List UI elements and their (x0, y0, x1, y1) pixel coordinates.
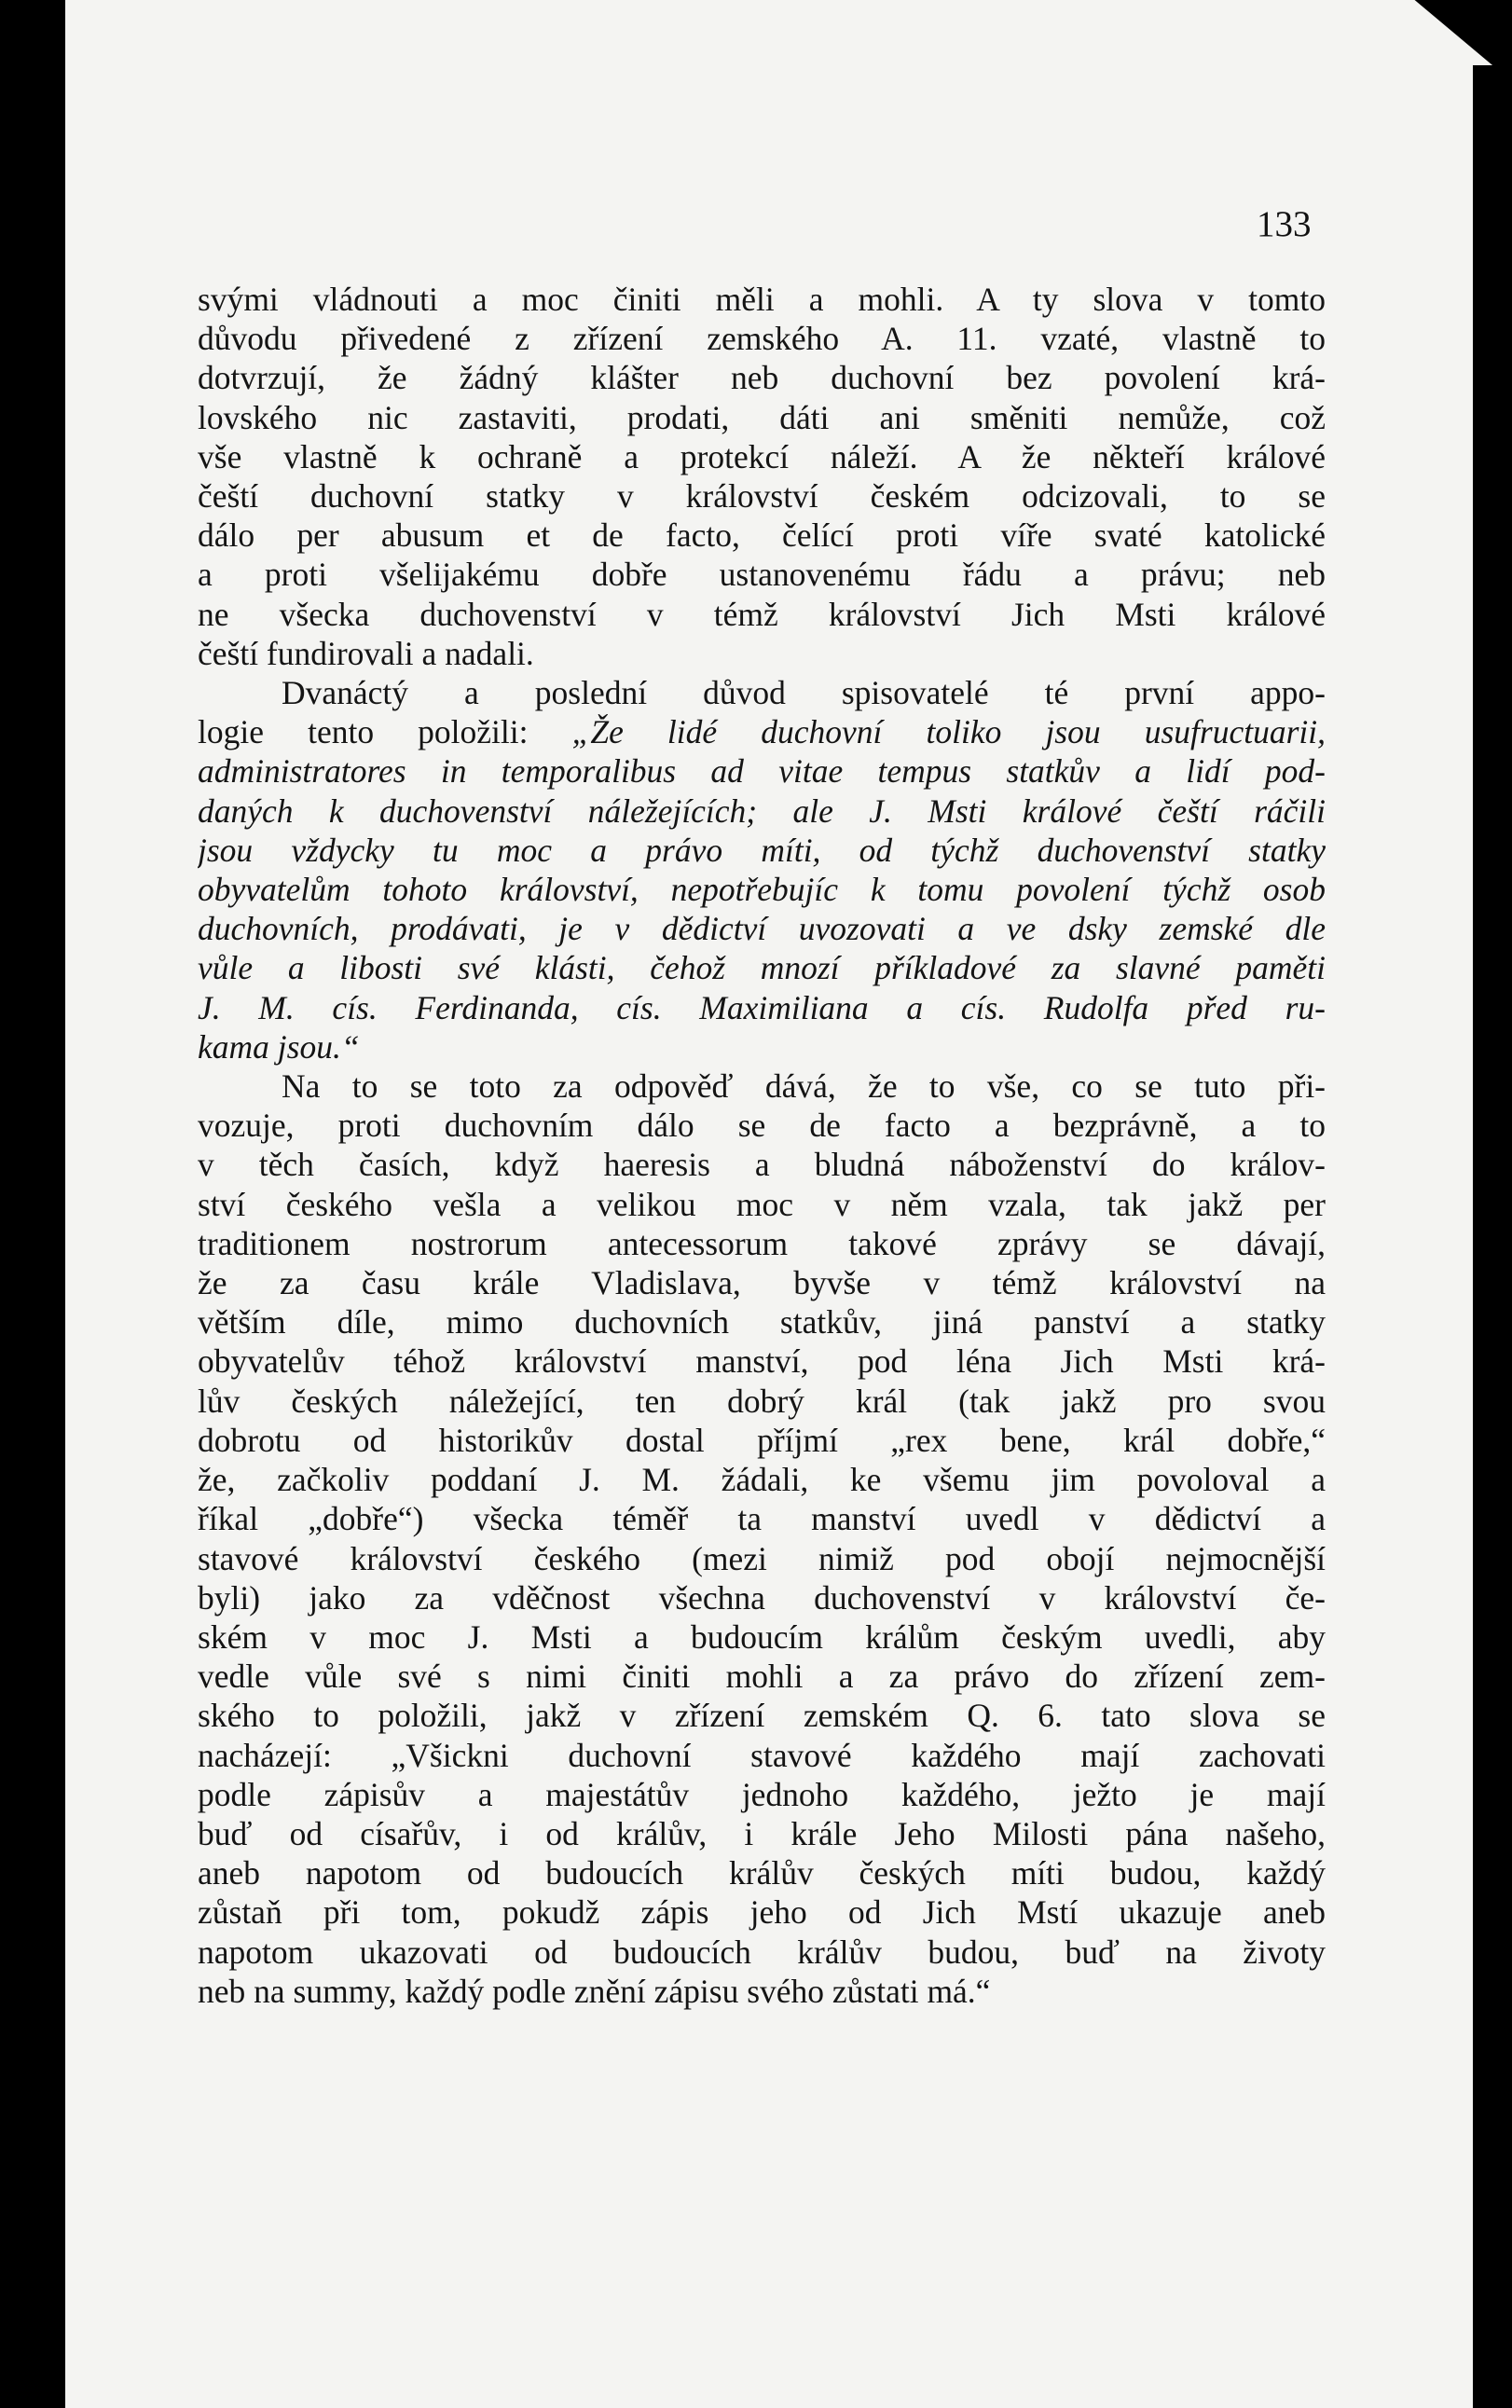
text-line-content: duchovních, prodávati, je v dědictví uvozovati a ve dsky zemské dle (198, 910, 1326, 948)
text-line (198, 358, 1326, 397)
text-line-content: obyvatelův téhož království manství, pod léna Jich Msti krá- (198, 1342, 1326, 1381)
text-line (198, 1972, 1326, 2011)
text-line (198, 1263, 1326, 1302)
text-line-content: J. M. cís. Ferdinanda, cís. Maximiliana a cís. Rudolfa před ru- (198, 988, 1326, 1026)
text-line (198, 831, 1326, 870)
text-line-content: čeští fundirovali a nadali. (198, 634, 534, 672)
text-line-content: důvodu přivedené z zřízení zemského A. 11. vzaté, vlastně to (198, 320, 1326, 358)
text-line (198, 476, 1326, 516)
text-line (198, 1342, 1326, 1381)
text-line-content: ne všecka duchovenství v témž království Jich Msti králové (198, 595, 1326, 633)
text-line-content: administratores in temporalibus ad vitae tempus statkův a lidí pod- (198, 752, 1326, 791)
text-line-content: v těch časích, když haeresis a bludná náboženství do králov- (198, 1146, 1326, 1184)
text-line (198, 909, 1326, 948)
text-line-content: aneb napotom od budoucích králův českých míti budou, každý (198, 1854, 1326, 1892)
text-line-content: a proti všelijakému dobře ustanovenému řádu a právu; neb (198, 556, 1326, 594)
text-line (198, 1617, 1326, 1657)
text-line (198, 948, 1326, 987)
text-line-content: obyvatelům tohoto království, nepotřebujíc k tomu povolení týchž osob (198, 871, 1326, 909)
text-line-content: vše vlastně k ochraně a protekcí náleží. A že někteří králové (198, 437, 1326, 475)
text-line (198, 1578, 1326, 1617)
text-line-content: svými vládnouti a moc činiti měli a mohli. A ty slova v tomto (198, 281, 1326, 318)
text-line-content: že za času krále Vladislava, byvše v témž království na (198, 1264, 1326, 1302)
text-line-content: napotom ukazovati od budoucích králův budou, buď na životy (198, 1933, 1326, 1971)
text-line (198, 1460, 1326, 1499)
text-line-content: lův českých náležející, ten dobrý král (tak jakž pro svou (198, 1382, 1326, 1420)
text-line (198, 1421, 1326, 1460)
text-line (198, 1499, 1326, 1538)
text-line (198, 673, 1326, 712)
text-line (198, 1027, 1326, 1066)
text-line-content: vůle a libosti své klásti, čehož mnozí příkladové za slavné paměti (198, 949, 1326, 987)
text-line (198, 1145, 1326, 1184)
text-line (198, 1382, 1326, 1421)
text-line-content: stavové království českého (mezi nimiž pod obojí nejmocnější (198, 1539, 1326, 1577)
text-line-content: dobrotu od historikův dostal příjmí „rex bene, král dobře,“ (198, 1421, 1326, 1459)
text-line (198, 1775, 1326, 1814)
body-text (198, 280, 1326, 2011)
text-line-content: traditionem nostrorum antecessorum takové zprávy se dávají, (198, 1224, 1326, 1262)
text-line-italic-quote: „Že lidé duchovní toliko jsou usufructuarii, (571, 713, 1326, 751)
text-line (198, 1657, 1326, 1696)
text-line-content: říkal „dobře“) všecka téměř ta manství uvedl v dědictví a (198, 1500, 1326, 1538)
text-line (198, 595, 1326, 634)
text-line (198, 1302, 1326, 1342)
text-line-content: že, začkoliv poddaní J. M. žádali, ke všemu jim povoloval a (198, 1461, 1326, 1499)
text-line (198, 751, 1326, 791)
text-line (198, 398, 1326, 437)
text-line-content: jsou vždycky tu moc a právo míti, od týchž duchovenství statky (198, 831, 1326, 869)
text-line (198, 1066, 1326, 1106)
text-line-content: lovského nic zastaviti, prodati, dáti ani směniti nemůže, což (198, 398, 1326, 436)
text-line-content: čeští duchovní statky v království českém odcizovali, to se (198, 477, 1326, 516)
text-line (198, 870, 1326, 909)
text-line-content: logie tento položili: (198, 713, 572, 751)
text-line-content: dotvrzují, že žádný klášter neb duchovní bez povolení krá- (198, 359, 1326, 397)
text-line (198, 437, 1326, 476)
text-line-content: nacházejí: „Všickni duchovní stavové každého mají zachovati (198, 1736, 1326, 1774)
text-line-content: Na to se toto za odpověď dává, že to vše, co se tuto při- (282, 1067, 1326, 1106)
text-line (198, 791, 1326, 831)
text-line-content: ském v moc J. Msti a budoucím králům českým uvedli, aby (198, 1617, 1326, 1656)
text-line (198, 280, 1326, 319)
text-line (198, 1892, 1326, 1932)
text-line (198, 516, 1326, 555)
text-line (198, 1933, 1326, 1972)
text-line (198, 1539, 1326, 1578)
text-line-content: větším díle, mimo duchovních statkův, jiná panství a statky (198, 1303, 1326, 1342)
scan-edge-shadow (1473, 65, 1512, 2408)
text-line (198, 988, 1326, 1027)
text-line-content: neb na summy, každý podle znění zápisu svého zůstati má.“ (198, 1972, 991, 2010)
text-line-content: vedle vůle své s nimi činiti mohli a za právo do zřízení zem- (198, 1658, 1326, 1696)
text-line (198, 1814, 1326, 1853)
text-line (198, 1696, 1326, 1735)
text-line (198, 319, 1326, 358)
text-line (198, 634, 1326, 673)
text-line (198, 1853, 1326, 1892)
text-line-content: byli) jako za vděčnost všechna duchovenství v království če- (198, 1578, 1326, 1617)
text-line (198, 1224, 1326, 1263)
text-line-content: ského to položili, jakž v zřízení zemském Q. 6. tato slova se (198, 1697, 1326, 1735)
text-line-content: daných k duchovenství náležejících; ale J. Msti králové čeští ráčili (198, 791, 1326, 830)
text-line (198, 1736, 1326, 1775)
text-line (198, 555, 1326, 594)
text-line-content: kama jsou.“ (198, 1027, 360, 1066)
text-line-content: Dvanáctý a poslední důvod spisovatelé té první appo- (282, 674, 1326, 712)
text-line-content: vozuje, proti duchovním dálo se de facto a bezprávně, a to (198, 1107, 1326, 1145)
text-line (198, 1185, 1326, 1224)
text-line-content: zůstaň při tom, pokudž zápis jeho od Jich Mstí ukazuje aneb (198, 1893, 1326, 1932)
text-line-content: ství českého vešla a velikou moc v něm vzala, tak jakž per (198, 1185, 1326, 1223)
text-line-content: buď od císařův, i od králův, i krále Jeho Milosti pána našeho, (198, 1814, 1326, 1852)
text-line-content: podle zápisův a majestátův jednoho každého, ježto je mají (198, 1775, 1326, 1813)
text-line-content: dálo per abusum et de facto, čelící proti víře svaté katolické (198, 516, 1326, 555)
page-number: 133 (1257, 204, 1312, 244)
text-line (198, 712, 1326, 751)
text-line (198, 1106, 1326, 1145)
